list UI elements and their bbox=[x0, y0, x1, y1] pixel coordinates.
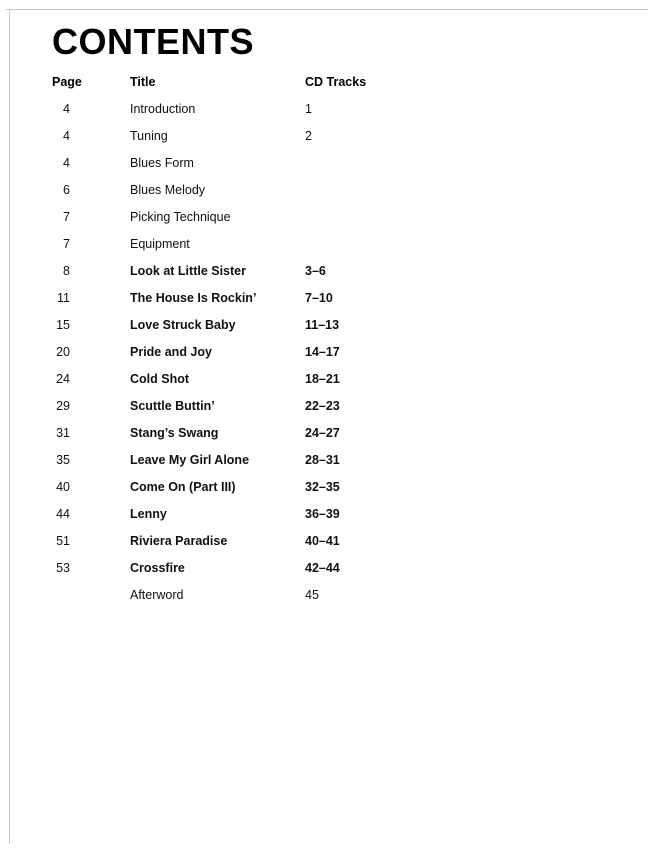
cell-tracks: 7–10 bbox=[305, 290, 333, 305]
table-row bbox=[52, 554, 472, 581]
cell-page: 8 bbox=[63, 263, 70, 278]
page-edge-left bbox=[9, 9, 10, 844]
table-row bbox=[52, 230, 472, 257]
cell-title: Cold Shot bbox=[130, 371, 190, 386]
cell-title: Riviera Paradise bbox=[130, 533, 228, 548]
cell-title: Pride and Joy bbox=[130, 344, 212, 359]
table-row bbox=[52, 500, 472, 527]
cell-tracks: 14–17 bbox=[305, 344, 340, 359]
table-row bbox=[52, 95, 472, 122]
col-header-title: Title bbox=[130, 74, 156, 89]
cell-tracks: 18–21 bbox=[305, 371, 340, 386]
cell-page: 24 bbox=[56, 371, 70, 386]
table-row bbox=[52, 581, 472, 608]
cell-page: 31 bbox=[56, 425, 70, 440]
cell-tracks: 24–27 bbox=[305, 425, 340, 440]
table-row bbox=[52, 284, 472, 311]
cell-tracks: 32–35 bbox=[305, 479, 340, 494]
cell-title: Blues Melody bbox=[130, 182, 206, 197]
table-row bbox=[52, 257, 472, 284]
table-row bbox=[52, 446, 472, 473]
table-row bbox=[52, 149, 472, 176]
cell-title: Come On (Part III) bbox=[130, 479, 236, 494]
table-row bbox=[52, 392, 472, 419]
cell-page: 35 bbox=[56, 452, 70, 467]
table-row bbox=[52, 203, 472, 230]
cell-page: 7 bbox=[63, 236, 70, 251]
cell-title: Picking Technique bbox=[130, 209, 231, 224]
cell-page: 15 bbox=[56, 317, 70, 332]
cell-title: Blues Form bbox=[130, 155, 194, 170]
cell-page: 53 bbox=[56, 560, 70, 575]
page-title: CONTENTS bbox=[52, 21, 254, 62]
cell-title: Love Struck Baby bbox=[130, 317, 236, 332]
cell-page: 7 bbox=[63, 209, 70, 224]
page-edge-top bbox=[6, 9, 648, 10]
cell-tracks: 45 bbox=[305, 587, 319, 602]
contents-table bbox=[52, 68, 472, 608]
cell-title: Tuning bbox=[130, 128, 168, 143]
table-row bbox=[52, 527, 472, 554]
cell-page: 6 bbox=[63, 182, 70, 197]
cell-page: 40 bbox=[56, 479, 70, 494]
table-row bbox=[52, 311, 472, 338]
cell-title: Afterword bbox=[130, 587, 184, 602]
table-row bbox=[52, 122, 472, 149]
cell-tracks: 3–6 bbox=[305, 263, 326, 278]
cell-tracks: 40–41 bbox=[305, 533, 340, 548]
cell-title: The House Is Rockin’ bbox=[130, 290, 257, 305]
cell-tracks: 22–23 bbox=[305, 398, 340, 413]
cell-page: 20 bbox=[56, 344, 70, 359]
col-header-page: Page bbox=[52, 74, 82, 89]
cell-title: Leave My Girl Alone bbox=[130, 452, 250, 467]
cell-tracks: 2 bbox=[305, 128, 312, 143]
table-row bbox=[52, 365, 472, 392]
cell-page: 29 bbox=[56, 398, 70, 413]
cell-tracks bbox=[305, 149, 472, 176]
table-row bbox=[52, 419, 472, 446]
cell-page: 44 bbox=[56, 506, 70, 521]
cell-tracks bbox=[305, 230, 472, 257]
cell-title: Stang’s Swang bbox=[130, 425, 219, 440]
cell-tracks bbox=[305, 203, 472, 230]
cell-page bbox=[52, 581, 130, 608]
col-header-cd-tracks: CD Tracks bbox=[305, 74, 367, 89]
cell-page: 51 bbox=[56, 533, 70, 548]
table-row bbox=[52, 473, 472, 500]
cell-tracks: 28–31 bbox=[305, 452, 340, 467]
cell-title: Lenny bbox=[130, 506, 167, 521]
cell-tracks bbox=[305, 176, 472, 203]
table-row bbox=[52, 176, 472, 203]
cell-tracks: 11–13 bbox=[305, 317, 340, 332]
cell-title: Crossfire bbox=[130, 560, 185, 575]
cell-tracks: 42–44 bbox=[305, 560, 340, 575]
header-row bbox=[52, 68, 472, 95]
table-row bbox=[52, 338, 472, 365]
cell-tracks: 36–39 bbox=[305, 506, 340, 521]
cell-title: Introduction bbox=[130, 101, 196, 116]
cell-title: Equipment bbox=[130, 236, 190, 251]
cell-tracks: 1 bbox=[305, 101, 312, 116]
cell-page: 11 bbox=[57, 290, 70, 305]
cell-title: Look at Little Sister bbox=[130, 263, 246, 278]
cell-page: 4 bbox=[63, 128, 70, 143]
cell-page: 4 bbox=[63, 155, 70, 170]
cell-page: 4 bbox=[63, 101, 70, 116]
cell-title: Scuttle Buttin’ bbox=[130, 398, 215, 413]
